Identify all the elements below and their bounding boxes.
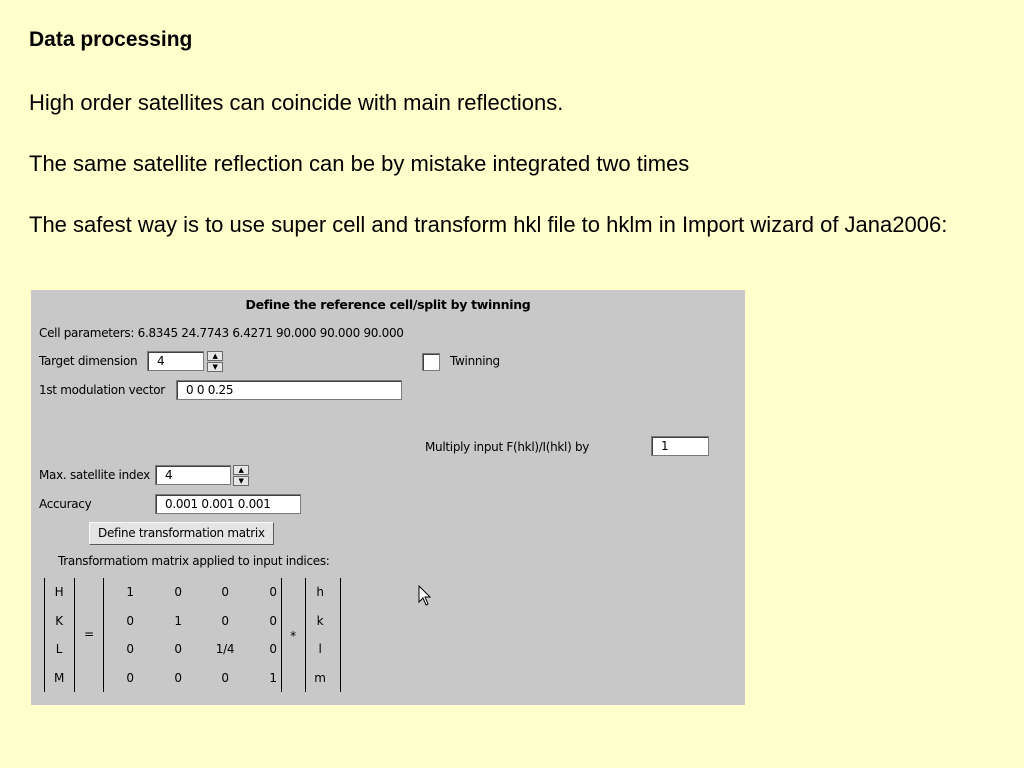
modulation-vector-field[interactable]: 0 0 0.25	[176, 380, 402, 400]
slide-heading: Data processing	[29, 28, 193, 51]
accuracy-field[interactable]: 0.001 0.001 0.001	[155, 494, 301, 514]
max-satellite-field[interactable]: 4	[155, 465, 231, 485]
twinning-checkbox[interactable]	[422, 353, 440, 371]
rhs-index: h	[316, 585, 324, 599]
matrix-cell: 0	[126, 614, 134, 628]
matrix-cell: 0	[269, 614, 277, 628]
accuracy-label: Accuracy	[39, 497, 92, 511]
modulation-vector-label: 1st modulation vector	[39, 383, 165, 397]
lhs-index: M	[53, 671, 65, 685]
matrix-cell: 0	[174, 585, 182, 599]
rhs-index: l	[318, 642, 322, 656]
multiply-sign: *	[290, 629, 296, 643]
mouse-pointer-icon	[418, 585, 432, 607]
max-satellite-label: Max. satellite index	[39, 468, 150, 482]
matrix-cell: 0	[174, 671, 182, 685]
multiply-field[interactable]: 1	[651, 436, 709, 456]
lhs-index: H	[54, 585, 64, 599]
multiply-label: Multiply input F(hkl)/I(hkl) by	[425, 440, 590, 454]
paragraph-safest-way: The safest way is to use super cell and transform hkl file to hklm in Import wizard of Jana2006:	[29, 212, 948, 237]
matrix-cell: 0	[269, 642, 277, 656]
spin-down-icon[interactable]: ▼	[207, 362, 223, 372]
matrix-caption: Transformatiom matrix applied to input indices:	[58, 554, 330, 568]
matrix-cell: 0	[174, 642, 182, 656]
twinning-label: Twinning	[450, 354, 500, 368]
rhs-index: k	[316, 614, 324, 628]
matrix-cell: 1/4	[215, 642, 235, 656]
matrix-cell: 0	[126, 671, 134, 685]
spin-down-icon[interactable]: ▼	[233, 476, 249, 486]
matrix-cell: 0	[126, 642, 134, 656]
cell-parameters-text: Cell parameters: 6.8345 24.7743 6.4271 90.000 90.000 90.000	[39, 326, 404, 340]
spin-up-icon[interactable]: ▲	[233, 465, 249, 475]
matrix-cell: 0	[269, 585, 277, 599]
lhs-index: K	[55, 614, 63, 628]
matrix-cell: 1	[174, 614, 182, 628]
target-dimension-field[interactable]: 4	[147, 351, 204, 371]
paragraph-duplicate: The same satellite reflection can be by mistake integrated two times	[29, 151, 690, 176]
equals-sign: =	[84, 627, 94, 641]
lhs-index: L	[55, 642, 63, 656]
spin-up-icon[interactable]: ▲	[207, 351, 223, 361]
matrix-cell: 1	[126, 585, 134, 599]
reference-cell-dialog	[31, 290, 745, 705]
define-transformation-matrix-button[interactable]: Define transformation matrix	[89, 522, 274, 545]
rhs-index: m	[314, 671, 326, 685]
matrix-cell: 0	[221, 671, 229, 685]
target-dimension-spinner[interactable]	[207, 351, 223, 373]
paragraph-satellites: High order satellites can coincide with main reflections.	[29, 90, 564, 115]
matrix-cell: 1	[269, 671, 277, 685]
target-dimension-label: Target dimension	[39, 354, 138, 368]
matrix-cell: 0	[221, 614, 229, 628]
dialog-title: Define the reference cell/split by twinning	[245, 297, 531, 312]
max-satellite-spinner[interactable]	[233, 465, 249, 487]
matrix-cell: 0	[221, 585, 229, 599]
matrix-bar	[340, 578, 341, 692]
